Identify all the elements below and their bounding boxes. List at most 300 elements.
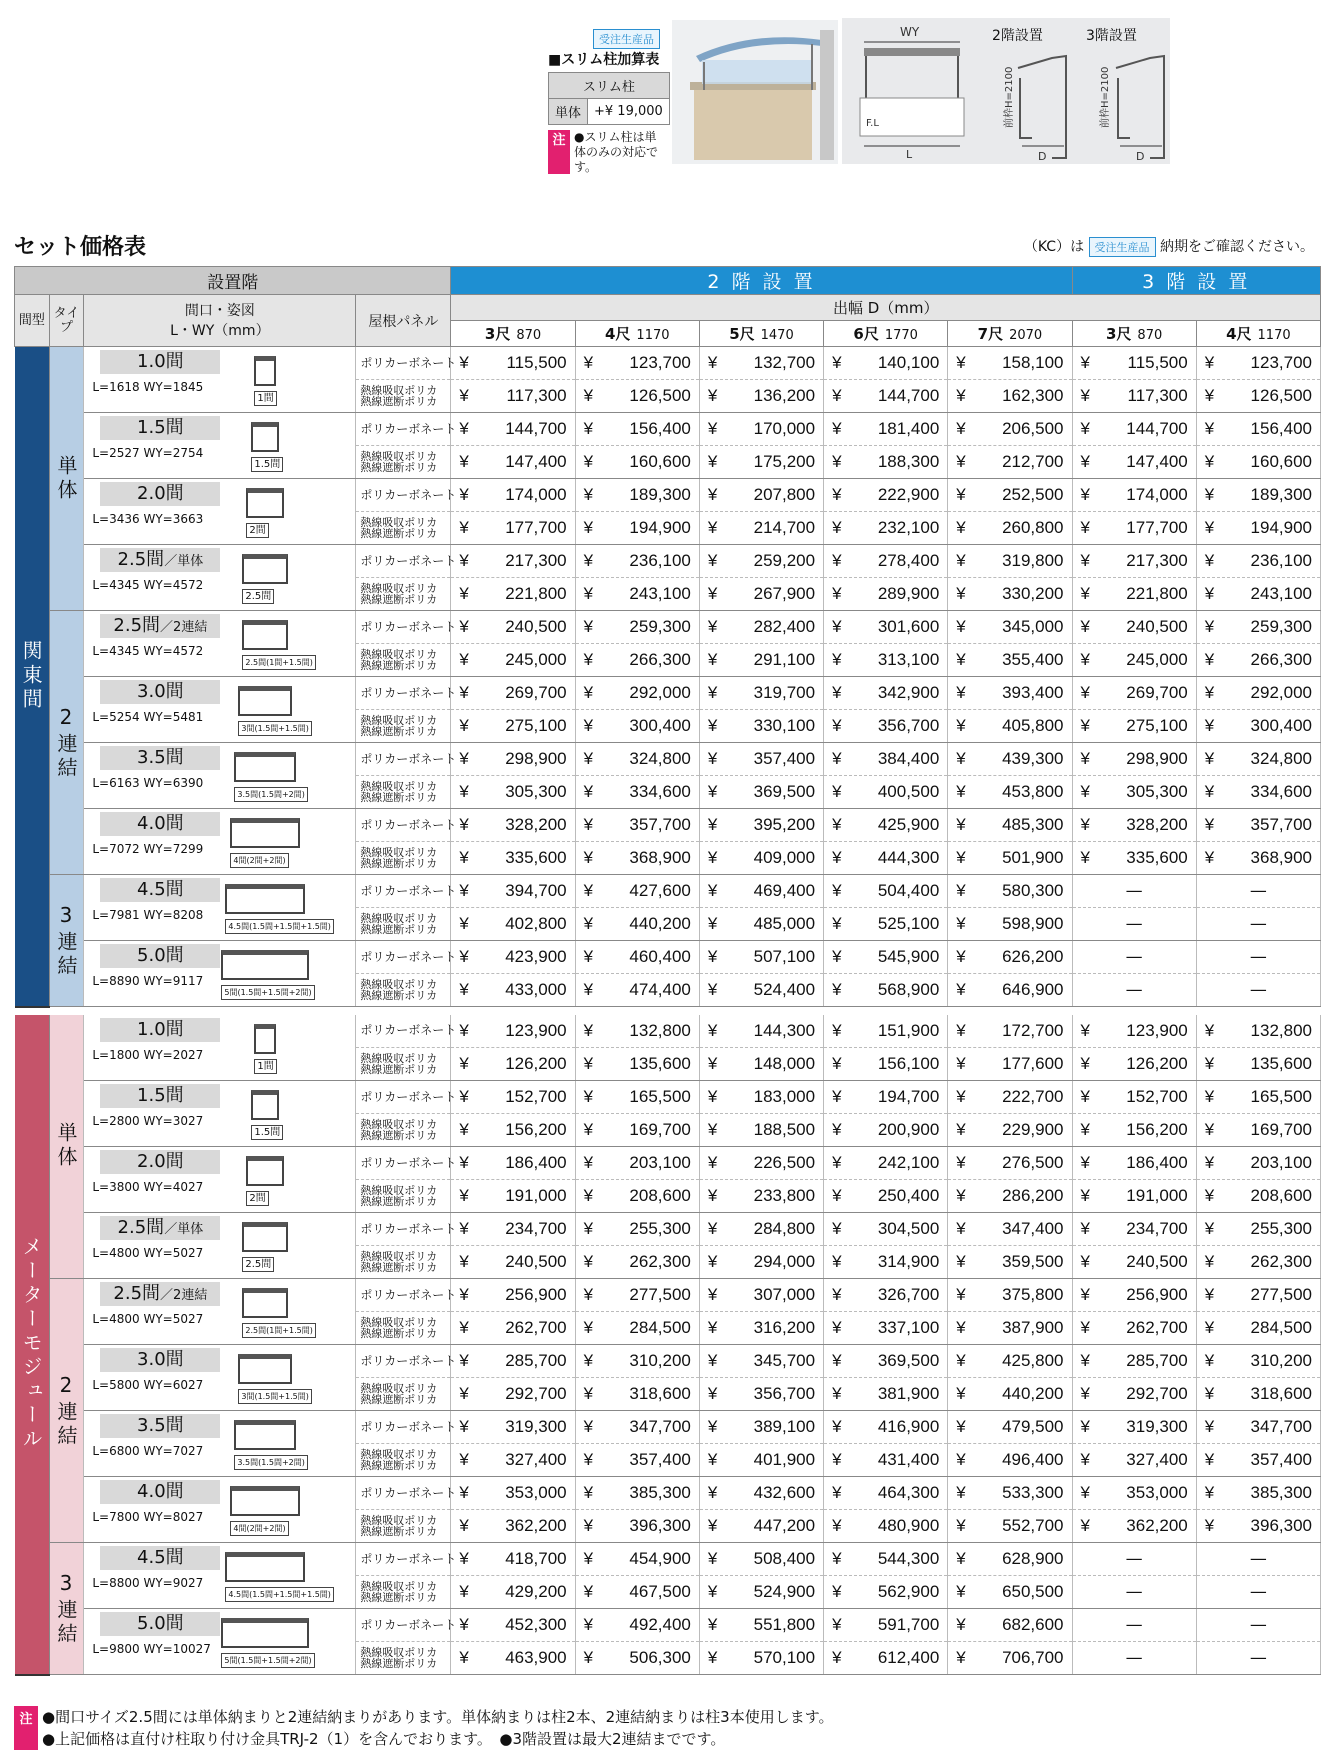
price-amount: 156,100 [877, 1054, 940, 1073]
price-cell [1196, 1378, 1320, 1411]
yen-sign: ¥ [956, 584, 966, 603]
panel-heat [356, 1246, 451, 1279]
price-cell [948, 677, 1072, 710]
price-amount: 126,500 [629, 386, 691, 405]
price-dash: — [1072, 1543, 1196, 1576]
price-cell [948, 1279, 1072, 1312]
yen-sign: ¥ [832, 848, 842, 867]
price-amount: 418,700 [505, 1549, 567, 1568]
price-amount: 357,400 [629, 1450, 691, 1469]
yen-sign: ¥ [459, 749, 469, 768]
price-cell [1072, 1345, 1196, 1378]
yen-sign: ¥ [956, 683, 966, 702]
price-amount: 440,200 [629, 914, 691, 933]
yen-sign: ¥ [583, 782, 594, 801]
price-cell [451, 1213, 575, 1246]
yen-sign: ¥ [956, 1648, 966, 1667]
price-amount: 140,100 [877, 353, 940, 372]
price-amount: 245,000 [1126, 650, 1188, 669]
price-amount: 328,200 [505, 815, 567, 834]
size-box [100, 1612, 220, 1636]
yen-sign: ¥ [832, 1351, 842, 1370]
yen-sign: ¥ [459, 617, 469, 636]
price-cell [1196, 611, 1320, 644]
size-dims: L=5800 WY=6027 [92, 1378, 204, 1392]
yen-sign: ¥ [459, 881, 469, 900]
price-amount: 432,600 [753, 1483, 816, 1502]
price-cell [451, 677, 575, 710]
price-amount: 480,900 [877, 1516, 940, 1535]
size-box [100, 1084, 220, 1108]
yen-sign: ¥ [1204, 551, 1215, 570]
yen-sign: ¥ [583, 584, 594, 603]
price-amount: 291,100 [753, 650, 816, 669]
table-row [15, 479, 1321, 512]
price-cell [948, 446, 1072, 479]
price-amount: 328,200 [1126, 815, 1188, 834]
yen-sign: ¥ [1080, 419, 1090, 438]
figure-frame [221, 950, 309, 980]
yen-sign: ¥ [459, 782, 469, 801]
yen-sign: ¥ [832, 1120, 842, 1139]
price-amount: 221,800 [505, 584, 567, 603]
price-cell [575, 1444, 699, 1477]
fl-label: F.L [866, 118, 879, 129]
price-cell [824, 380, 948, 413]
price-amount: 217,300 [1126, 551, 1188, 570]
size-value: 1.5間 [137, 417, 184, 438]
yen-sign: ¥ [1204, 617, 1215, 636]
price-cell [451, 842, 575, 875]
price-cell [948, 908, 1072, 941]
price-amount: 207,800 [753, 485, 816, 504]
size-cell [84, 875, 356, 941]
size-figure [242, 1218, 288, 1272]
price-cell [948, 644, 1072, 677]
price-dash: — [1072, 1609, 1196, 1642]
type-label [49, 875, 84, 1007]
figure-label: 3間(1.5間+1.5間) [238, 721, 311, 736]
panel-heat [356, 842, 451, 875]
yen-sign: ¥ [707, 419, 718, 438]
price-amount: 194,700 [877, 1087, 940, 1106]
size-wrap [90, 1084, 349, 1142]
price-amount: 278,400 [877, 551, 940, 570]
price-amount: 318,600 [629, 1384, 691, 1403]
price-cell [699, 776, 823, 809]
figure-label: 4.5間(1.5間+1.5間+1.5間) [225, 919, 334, 934]
yen-sign: ¥ [832, 980, 842, 999]
yen-sign: ¥ [832, 1450, 842, 1469]
price-amount: 165,500 [629, 1087, 691, 1106]
price-cell [699, 644, 823, 677]
size-wrap [90, 614, 349, 672]
yen-sign: ¥ [1080, 452, 1090, 471]
price-cell [699, 545, 823, 578]
price-cell [824, 743, 948, 776]
d-label-3: D [1136, 150, 1145, 163]
price-amount: 186,400 [1126, 1153, 1188, 1172]
price-amount: 123,700 [1250, 353, 1312, 372]
price-cell [699, 1114, 823, 1147]
panel-heat-block: 熱線遮断ポリカ [360, 923, 438, 936]
size-figure [225, 1548, 331, 1602]
price-amount: 347,700 [1250, 1417, 1312, 1436]
price-cell [451, 1114, 575, 1147]
price-cell [1072, 743, 1196, 776]
yen-sign: ¥ [832, 716, 842, 735]
panel-polycarbonate: ポリカーボネート [356, 545, 451, 578]
size-dims: L=1800 WY=2027 [92, 1047, 204, 1062]
price-amount: 345,000 [1002, 617, 1064, 636]
yen-sign: ¥ [956, 353, 966, 372]
price-amount: 300,400 [629, 716, 691, 735]
price-cell [451, 710, 575, 743]
size-cell [84, 743, 356, 809]
yen-sign: ¥ [832, 1054, 842, 1073]
slim-pillar-price: +¥ 19,000 [588, 99, 670, 125]
size-box [100, 482, 220, 506]
yen-sign: ¥ [1080, 1417, 1090, 1436]
yen-sign: ¥ [956, 1516, 966, 1535]
size-wrap [90, 1612, 349, 1670]
size-value: 4.5間 [137, 1547, 184, 1568]
price-cell [451, 380, 575, 413]
panel-heat-block: 熱線遮断ポリカ [360, 1657, 438, 1670]
yen-sign: ¥ [583, 1648, 594, 1667]
price-amount: 385,300 [629, 1483, 691, 1502]
yen-sign: ¥ [832, 485, 842, 504]
yen-sign: ¥ [1204, 419, 1215, 438]
yen-sign: ¥ [583, 683, 594, 702]
price-dash: — [1072, 941, 1196, 974]
price-amount: 359,500 [1002, 1252, 1064, 1271]
slim-pillar-label: 単体 [549, 99, 588, 125]
table-row [15, 941, 1321, 974]
price-amount: 425,800 [1002, 1351, 1064, 1370]
price-amount: 183,000 [753, 1087, 816, 1106]
price-cell [1072, 1279, 1196, 1312]
price-amount: 326,700 [877, 1285, 940, 1304]
price-cell [575, 842, 699, 875]
price-cell [824, 710, 948, 743]
size-value: 3.0間 [137, 1349, 184, 1370]
price-cell [824, 611, 948, 644]
size-cell [84, 1147, 356, 1213]
slim-pillar-box [548, 28, 670, 175]
price-amount: 144,700 [1126, 419, 1188, 438]
panel-heat [356, 1642, 451, 1675]
price-cell [575, 479, 699, 512]
price-amount: 479,500 [1002, 1417, 1064, 1436]
price-amount: 194,900 [1250, 518, 1312, 537]
price-amount: 650,500 [1002, 1582, 1064, 1601]
size-dims: L=7800 WY=8027 [92, 1510, 204, 1524]
yen-sign: ¥ [956, 815, 966, 834]
yen-sign: ¥ [956, 518, 966, 537]
yen-sign: ¥ [832, 947, 842, 966]
size-box [100, 812, 220, 836]
price-amount: 144,700 [505, 419, 567, 438]
size-value: 4.0間 [137, 813, 184, 834]
yen-sign: ¥ [459, 1186, 469, 1205]
yen-sign: ¥ [1204, 386, 1215, 405]
price-amount: 156,200 [1126, 1120, 1188, 1139]
price-amount: 409,000 [753, 848, 816, 867]
price-cell [948, 875, 1072, 908]
bottom-note-2: ●上記価格は直付け柱取り付け金具TRJ-2（1）を含んでおります。 ●3階設置は最大2連結までです。 [42, 1730, 726, 1748]
price-amount: 115,500 [506, 353, 567, 372]
yen-sign: ¥ [707, 485, 718, 504]
size-value: 5.0間 [137, 945, 184, 966]
price-cell [575, 1411, 699, 1444]
yen-sign: ¥ [459, 518, 469, 537]
panel-heat-block: 熱線遮断ポリカ [360, 1591, 438, 1604]
price-amount: 310,200 [1250, 1351, 1312, 1370]
price-cell [699, 1048, 823, 1081]
yen-sign: ¥ [1080, 1450, 1090, 1469]
depth-col-mm: 1770 [884, 328, 918, 343]
panel-heat [356, 710, 451, 743]
yen-sign: ¥ [707, 617, 718, 636]
yen-sign: ¥ [1080, 716, 1090, 735]
size-value: 4.0間 [137, 1481, 184, 1502]
panel-heat-absorb: 熱線吸収ポリカ [360, 714, 438, 727]
yen-sign: ¥ [1204, 1384, 1215, 1403]
h-label-3: 前枠H=2100 [1100, 66, 1111, 128]
region-label [15, 347, 50, 1007]
price-cell [1072, 1411, 1196, 1444]
size-dims: L=8890 WY=9117 [92, 974, 204, 988]
price-cell [575, 941, 699, 974]
panel-polycarbonate: ポリカーボネート [356, 677, 451, 710]
yen-sign: ¥ [583, 1219, 594, 1238]
price-cell [1196, 1147, 1320, 1180]
price-amount: 330,200 [1002, 584, 1064, 603]
price-amount: 304,500 [877, 1219, 940, 1238]
price-cell [1072, 776, 1196, 809]
yen-sign: ¥ [1204, 1120, 1215, 1139]
figure-frame [242, 1222, 288, 1252]
figure-label: 2.5間(1間+1.5間) [242, 1323, 315, 1338]
price-amount: 357,400 [753, 749, 816, 768]
panel-polycarbonate: ポリカーボネート [356, 1411, 451, 1444]
price-cell [824, 1411, 948, 1444]
price-amount: 160,600 [629, 452, 691, 471]
size-wrap [90, 1480, 349, 1538]
price-amount: 160,600 [1250, 452, 1312, 471]
yen-sign: ¥ [832, 452, 842, 471]
yen-sign: ¥ [956, 1450, 966, 1469]
yen-sign: ¥ [707, 1549, 718, 1568]
yen-sign: ¥ [1204, 518, 1215, 537]
yen-sign: ¥ [1204, 1153, 1215, 1172]
table-row [15, 875, 1321, 908]
yen-sign: ¥ [459, 1582, 469, 1601]
yen-sign: ¥ [956, 1054, 966, 1073]
depth-col-mm: 2070 [1009, 328, 1043, 343]
yen-sign: ¥ [583, 749, 594, 768]
price-amount: 144,700 [877, 386, 940, 405]
price-amount: 474,400 [629, 980, 691, 999]
price-cell [699, 1147, 823, 1180]
price-amount: 132,800 [1250, 1020, 1312, 1040]
price-amount: 396,300 [629, 1516, 691, 1535]
price-cell [948, 1477, 1072, 1510]
yen-sign: ¥ [707, 1516, 718, 1535]
price-amount: 568,900 [877, 980, 940, 999]
yen-sign: ¥ [956, 848, 966, 867]
yen-sign: ¥ [832, 650, 842, 669]
price-cell [1072, 842, 1196, 875]
yen-sign: ¥ [459, 1153, 469, 1172]
panel-polycarbonate: ポリカーボネート [356, 479, 451, 512]
depth-col-2 [699, 321, 823, 347]
type-label [49, 611, 84, 875]
price-cell [451, 446, 575, 479]
figure-label: 5間(1.5間+1.5間+2間) [221, 985, 314, 1000]
price-cell [948, 578, 1072, 611]
panel-polycarbonate: ポリカーボネート [356, 1345, 451, 1378]
price-amount: 400,500 [877, 782, 940, 801]
price-cell [948, 512, 1072, 545]
figure-frame [238, 686, 292, 716]
yen-sign: ¥ [1080, 683, 1090, 702]
price-cell [575, 1609, 699, 1642]
size-dims: L=4800 WY=5027 [92, 1312, 204, 1326]
yen-sign: ¥ [583, 1351, 594, 1370]
size-figure [234, 748, 305, 802]
price-amount: 294,000 [753, 1252, 816, 1271]
price-cell [575, 710, 699, 743]
price-cell [824, 1543, 948, 1576]
price-cell [575, 1279, 699, 1312]
yen-sign: ¥ [459, 485, 469, 504]
price-cell [575, 512, 699, 545]
price-amount: 485,000 [753, 914, 816, 933]
price-amount: 285,700 [1126, 1351, 1188, 1370]
header-panel: 屋根パネル [356, 295, 451, 347]
bottom-notes [14, 1706, 834, 1750]
yen-sign: ¥ [1080, 1285, 1090, 1304]
yen-sign: ¥ [459, 1351, 469, 1370]
price-cell [1196, 1411, 1320, 1444]
price-dash: — [1196, 875, 1320, 908]
price-amount: 612,400 [877, 1648, 940, 1667]
price-cell [824, 1477, 948, 1510]
price-dash: — [1196, 1642, 1320, 1675]
bottom-note-tag: 注 [14, 1706, 38, 1750]
price-amount: 156,400 [1250, 419, 1312, 438]
panel-heat [356, 1444, 451, 1477]
price-cell [1196, 578, 1320, 611]
price-cell [451, 1180, 575, 1213]
price-amount: 245,000 [505, 650, 567, 669]
yen-sign: ¥ [1080, 1252, 1090, 1271]
yen-sign: ¥ [459, 1549, 469, 1568]
price-cell [575, 1246, 699, 1279]
price-cell [948, 809, 1072, 842]
price-cell [575, 875, 699, 908]
yen-sign: ¥ [707, 584, 718, 603]
price-cell [451, 1345, 575, 1378]
price-dash: — [1196, 908, 1320, 941]
size-cell [84, 677, 356, 743]
figure-label: 2間 [246, 523, 268, 538]
price-cell [1196, 1510, 1320, 1543]
yen-sign: ¥ [707, 1582, 718, 1601]
yen-sign: ¥ [583, 980, 594, 999]
yen-sign: ¥ [956, 1615, 966, 1634]
price-cell [451, 1543, 575, 1576]
yen-sign: ¥ [1204, 1285, 1215, 1304]
yen-sign: ¥ [832, 617, 842, 636]
price-amount: 144,300 [753, 1020, 816, 1040]
price-amount: 307,000 [753, 1285, 816, 1304]
size-cell [84, 347, 356, 413]
figure-label: 1.5間 [251, 457, 283, 472]
price-cell [699, 347, 823, 380]
size-box [100, 350, 220, 374]
table-row [15, 1015, 1321, 1048]
yen-sign: ¥ [707, 1318, 718, 1337]
price-cell [575, 1180, 699, 1213]
type-label-text: 3連結 [54, 902, 79, 979]
depth-col-0 [451, 321, 575, 347]
price-cell [451, 1081, 575, 1114]
price-amount: 203,100 [629, 1153, 691, 1172]
price-amount: 551,800 [753, 1615, 816, 1634]
yen-sign: ¥ [707, 914, 718, 933]
yen-sign: ¥ [1080, 1087, 1090, 1106]
price-dash: — [1072, 875, 1196, 908]
size-value: 2.5間 [117, 549, 165, 570]
yen-sign: ¥ [1204, 1351, 1215, 1370]
table-row [15, 1213, 1321, 1246]
yen-sign: ¥ [583, 1318, 594, 1337]
yen-sign: ¥ [1080, 1351, 1090, 1370]
table-row [15, 1411, 1321, 1444]
price-amount: 170,000 [753, 419, 816, 438]
yen-sign: ¥ [956, 1087, 966, 1106]
yen-sign: ¥ [956, 1351, 966, 1370]
yen-sign: ¥ [583, 650, 594, 669]
size-figure [254, 352, 276, 406]
price-amount: 405,800 [1002, 716, 1064, 735]
price-cell [451, 776, 575, 809]
panel-heat-absorb: 熱線吸収ポリカ [360, 516, 438, 529]
price-cell [1072, 1477, 1196, 1510]
yen-sign: ¥ [583, 1186, 594, 1205]
price-cell [824, 974, 948, 1007]
price-amount: 533,300 [1002, 1483, 1064, 1502]
region-gap [15, 1007, 1321, 1015]
price-amount: 162,300 [1002, 386, 1064, 405]
yen-sign: ¥ [707, 1417, 718, 1436]
size-value: 3.5間 [137, 1415, 184, 1436]
price-amount: 393,400 [1002, 683, 1064, 702]
price-amount: 646,900 [1002, 980, 1064, 999]
price-amount: 464,300 [877, 1483, 940, 1502]
type-label [49, 347, 84, 611]
price-amount: 385,300 [1250, 1483, 1312, 1502]
panel-heat-absorb: 熱線吸収ポリカ [360, 1316, 438, 1329]
price-cell [699, 908, 823, 941]
price-cell [824, 908, 948, 941]
header-floor: 設置階 [15, 267, 451, 295]
price-cell [451, 512, 575, 545]
type-label-text: 2連結 [54, 704, 79, 781]
